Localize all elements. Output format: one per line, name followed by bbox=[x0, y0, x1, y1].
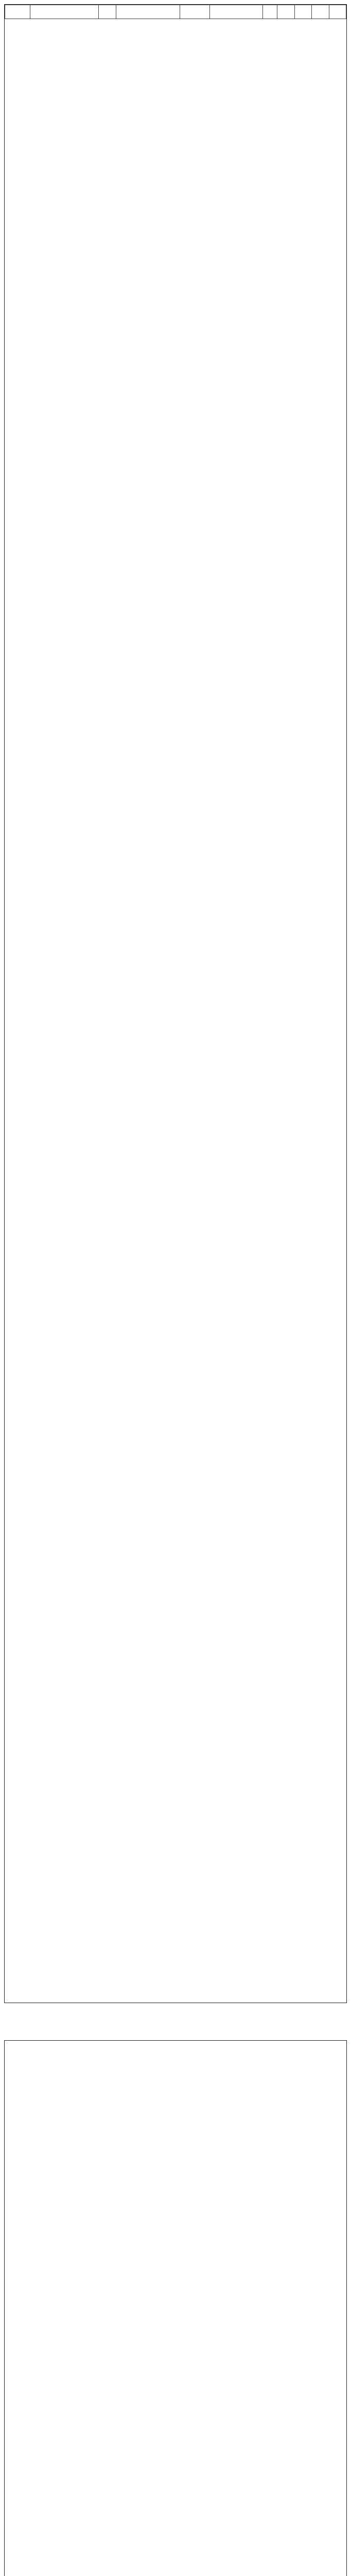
header-major-name bbox=[210, 5, 262, 19]
header-unit-code bbox=[99, 5, 116, 19]
candidate-table bbox=[5, 5, 346, 19]
table-header-row bbox=[5, 5, 346, 19]
header-total bbox=[329, 5, 346, 19]
header-unit-name bbox=[116, 5, 180, 19]
candidate-table-lower bbox=[4, 2040, 347, 2576]
notes-block bbox=[4, 2005, 347, 2037]
candidate-table-upper bbox=[4, 4, 347, 2003]
header-score-1 bbox=[277, 5, 294, 19]
header-major-code bbox=[180, 5, 210, 19]
header-direction bbox=[262, 5, 277, 19]
header-score-2 bbox=[294, 5, 311, 19]
header-name bbox=[5, 5, 30, 19]
header-candidate-id bbox=[30, 5, 98, 19]
header-score-3 bbox=[312, 5, 329, 19]
